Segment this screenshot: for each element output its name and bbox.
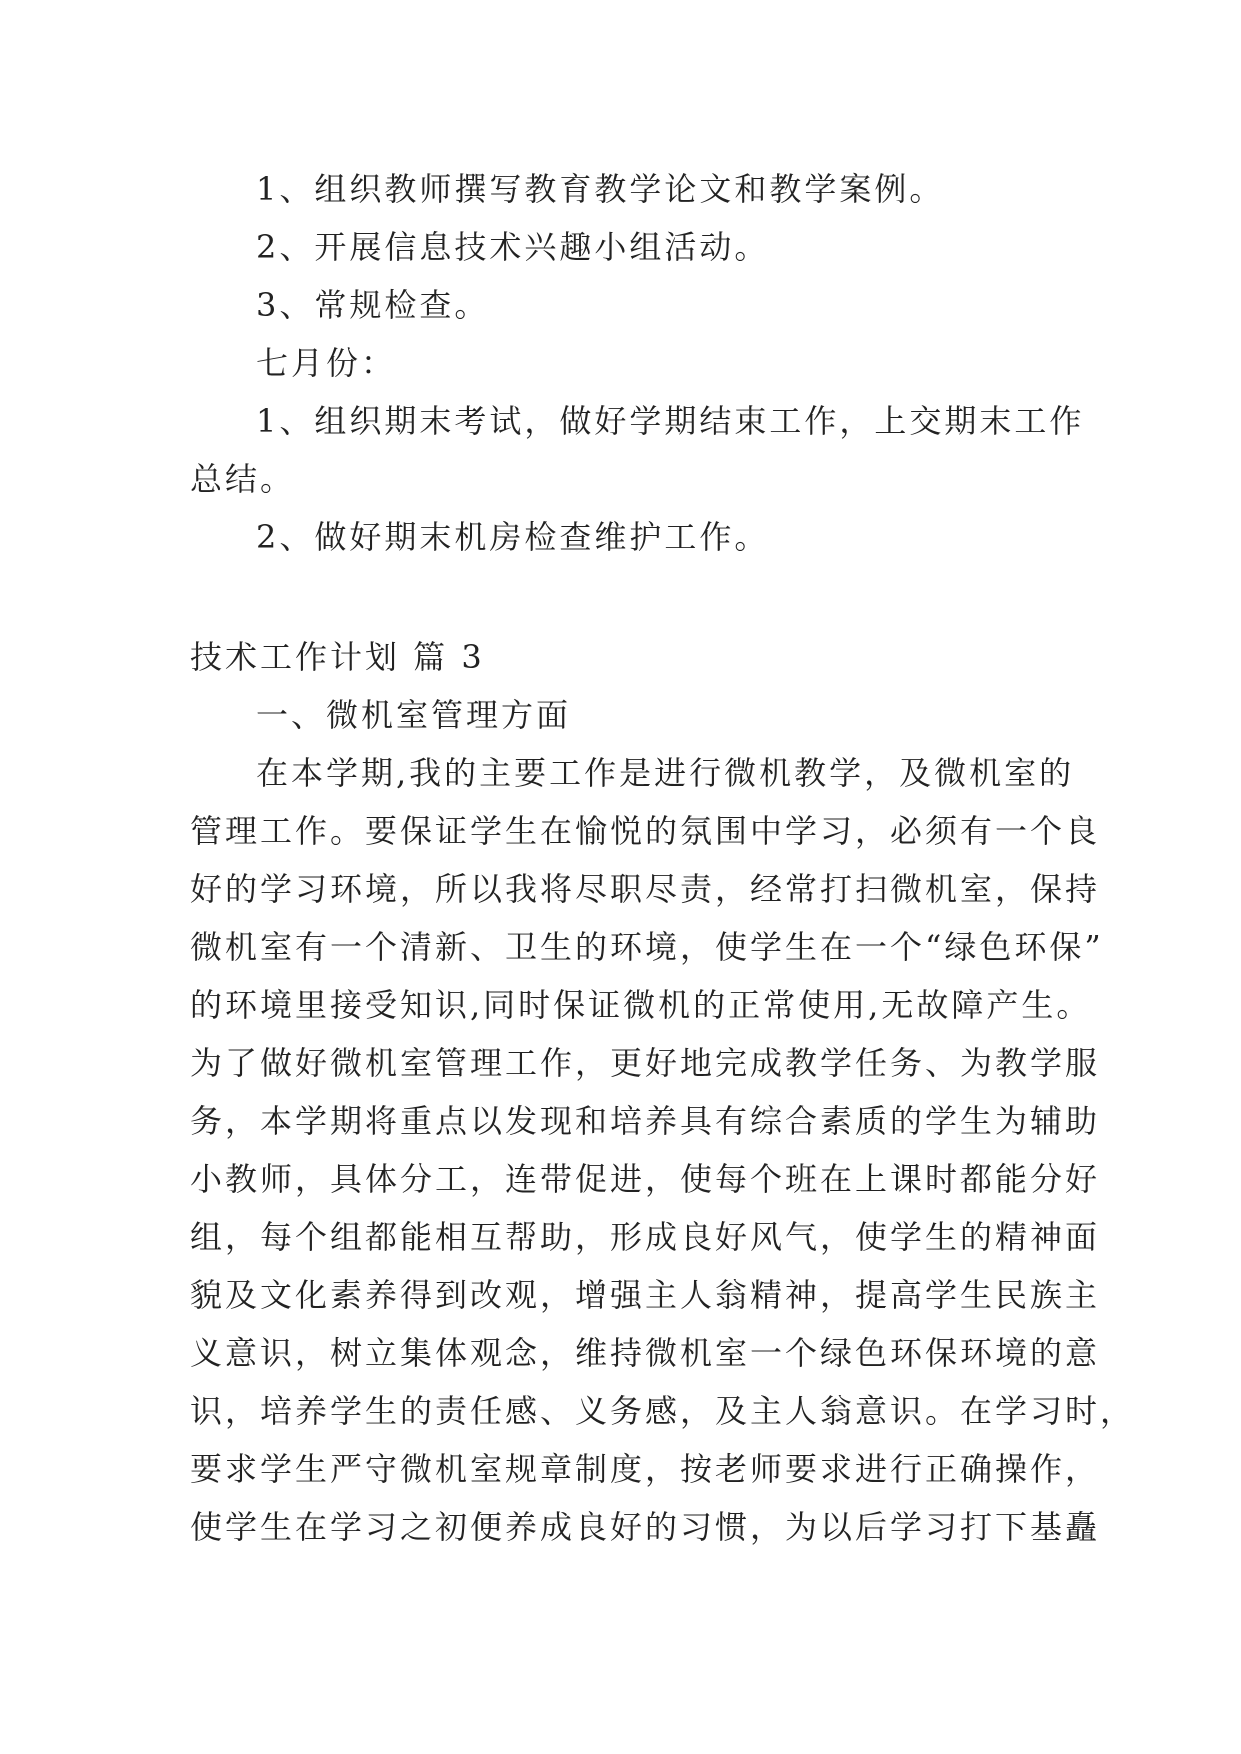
- month-heading: 七月份：: [256, 344, 397, 382]
- paragraph-line: 为了做好微机室管理工作，更好地完成教学任务、为教学服: [190, 1044, 1101, 1082]
- paragraph-line: 义意识，树立集体观念，维持微机室一个绿色环保环境的意: [190, 1334, 1101, 1372]
- paragraph-line: 管理工作。要保证学生在愉悦的氛围中学习，必须有一个良: [190, 812, 1101, 850]
- paragraph-line: 在本学期,我的主要工作是进行微机教学，及微机室的: [256, 754, 1075, 792]
- paragraph-line: 好的学习环境，所以我将尽职尽责，经常打扫微机室，保持: [190, 870, 1101, 908]
- paragraph-line: 识，培养学生的责任感、义务感，及主人翁意识。在学习时，: [190, 1392, 1136, 1430]
- list-item: 2、做好期末机房检查维护工作。: [256, 518, 770, 556]
- paragraph-line: 使学生在学习之初便养成良好的习惯，为以后学习打下基矗: [190, 1508, 1101, 1546]
- paragraph-line: 要求学生严守微机室规章制度，按老师要求进行正确操作，: [190, 1450, 1101, 1488]
- section-title: 技术工作计划 篇 3: [190, 638, 485, 676]
- paragraph-line: 小教师，具体分工，连带促进，使每个班在上课时都能分好: [190, 1160, 1101, 1198]
- subheading: 一、微机室管理方面: [256, 696, 572, 734]
- document-body: [190, 160, 1136, 1556]
- list-item-continuation: 总结。: [190, 460, 296, 498]
- paragraph-line: 务，本学期将重点以发现和培养具有综合素质的学生为辅助: [190, 1102, 1101, 1140]
- paragraph-line: 微机室有一个清新、卫生的环境，使学生在一个“绿色环保”: [190, 928, 1104, 966]
- list-item: 2、开展信息技术兴趣小组活动。: [256, 228, 770, 266]
- paragraph-line: 的环境里接受知识,同时保证微机的正常使用,无故障产生。: [190, 986, 1092, 1024]
- list-item: 1、组织教师撰写教育教学论文和教学案例。: [256, 170, 945, 208]
- list-item: 3、常规检查。: [256, 286, 490, 324]
- list-item: 1、组织期末考试，做好学期结束工作，上交期末工作: [256, 402, 1085, 440]
- paragraph-line: 组，每个组都能相互帮助，形成良好风气，使学生的精神面: [190, 1218, 1101, 1256]
- paragraph-line: 貌及文化素养得到改观，增强主人翁精神，提高学生民族主: [190, 1276, 1101, 1314]
